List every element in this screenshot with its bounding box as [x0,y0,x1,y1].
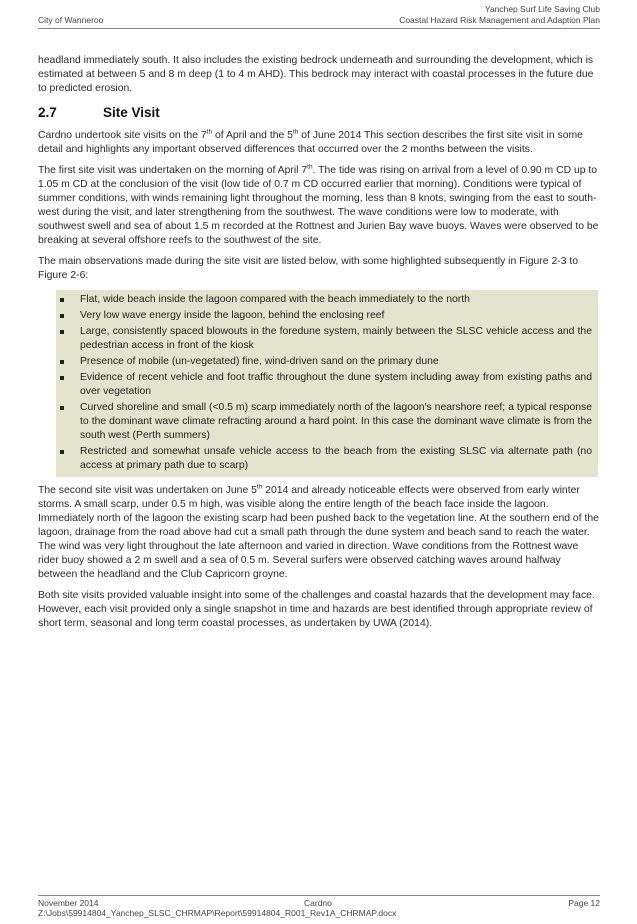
list-item: Presence of mobile (un-vegetated) fine, wind-driven sand on the primary dune [60,355,592,369]
list-item: Flat, wide beach inside the lagoon compared with the beach immediately to the north [60,293,592,307]
bullet-icon [60,450,64,454]
header-client: City of Wanneroo [38,15,104,25]
list-item: Curved shoreline and small (<0.5 m) scarp immediately north of the lagoon's nearshore reef; a typical response to the dominant wave climate refracting around a hard point. In this case the dominant wave climate is from the south west (Perth summers) [60,401,592,443]
intro-paragraph: headland immediately south. It also includes the existing bedrock underneath and surrounding the development, which is estimated at between 5 and 8 m deep (1 to 4 m AHD). This bedrock may interact with coastal processes in the future due to predicted erosion. [38,55,594,94]
section-heading [38,106,600,122]
section-number: 2.7 [38,105,57,120]
header-project-line2: Coastal Hazard Risk Management and Adaption Plan [399,15,600,25]
list-item: Very low wave energy inside the lagoon, behind the enclosing reef [60,309,592,323]
footer-file-path: Z:\Jobs\59914804_Yanchep_SLSC_CHRMAP\Report\59914804_R001_Rev1A_CHRMAP.docx [38,908,397,918]
list-item: Large, consistently spaced blowouts in the foredune system, mainly between the SLSC vehicle access and the pedestrian access in front of the kiosk [60,325,592,353]
page-body [38,54,600,638]
list-item: Restricted and somewhat unsafe vehicle access to the beach from the existing SLSC via alternate path (no access at primary path due to scarp) [60,445,592,473]
bullet-icon [60,298,64,302]
footer-page-number: Page 12 [568,898,600,908]
bullet-icon [60,360,64,364]
bullet-icon [60,376,64,380]
bullet-icon [60,330,64,334]
header-project [399,4,600,26]
paragraph-observations-intro: The main observations made during the site visit are listed below, with some highlighted subsequently in Figure 2-3 to Figure 2-6: [38,256,579,281]
bullet-icon [60,406,64,410]
bullet-icon [60,314,64,318]
header-project-line1: Yanchep Surf Life Saving Club [484,4,600,14]
paragraph-second-visit: The second site visit was undertaken on June 5th 2014 and already noticeable effects were observed from early winter storms. A small scarp, under 0.5 m high, was visible along the entire length of the beach face inside the lagoon. Immediately north of the lagoon the existing scarp had been pushed back to the vegetation line. At the southern end of the lagoon, drainage from the road above had cut a small path through the dune system and beach sand to reach the water. The wind was very light throughout the late afternoon and varied in direction. Wave conditions from the Rottnest wave rider buoy showed a 2 m swell and a sea of 0.5 m. Several surfers were observed catching waves around halfway between the headland and the Club Capricorn groyne. [38,483,599,580]
list-item: Evidence of recent vehicle and foot traffic throughout the dune system including away from existing paths and over vegetation [60,371,592,399]
section-title: Site Visit [103,105,160,120]
page-footer [38,895,600,920]
paragraph-site-visits-intro: Cardno undertook site visits on the 7th of April and the 5th of June 2014 This section describes the first site visit in some detail and highlights any important observed differences that occurred over the 2 months between the visits. [38,128,583,155]
observations-list [56,290,598,477]
paragraph-first-visit: The first site visit was undertaken on the morning of April 7th. The tide was rising on arrival from a level of 0.90 m CD up to 1.05 m CD at the conclusion of the visit (low tide of 0.7 m CD occurred earlier that morning). Conditions were typical of summer conditions, with winds remaining light throughout the morning, less than 8 knots, swinging from the east to south-west during the visit, and later strengthening from the southwest. The wave conditions were low to moderate, with southwest swell and sea of about 1.5 m recorded at the Rottnest and Jurien Bay wave buoys. Waves were observed to be breaking at several offshore reefs to the southwest of the site. [38,163,599,246]
page-header [38,4,600,29]
paragraph-conclusion: Both site visits provided valuable insight into some of the challenges and coastal hazards that the development may face. However, each visit provided only a single snapshot in time and hazards are best identified through appropriate review of short term, seasonal and long term coastal processes, as undertaken by UWA (2014). [38,590,595,629]
footer-date: November 2014 [38,898,99,908]
footer-company: Cardno [304,898,332,908]
